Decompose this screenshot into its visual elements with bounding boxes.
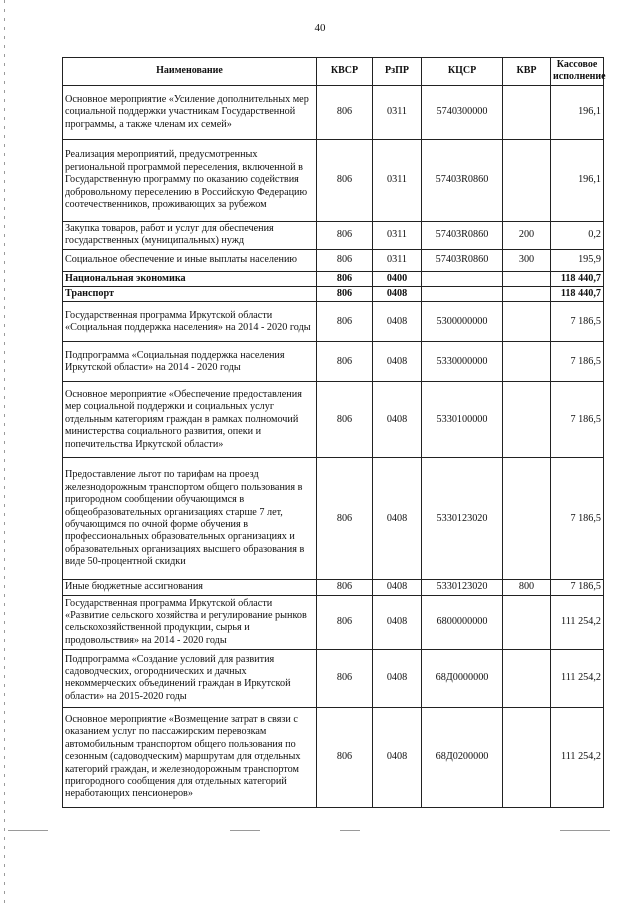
cell-rzpr: 0311 xyxy=(373,85,422,139)
cell-rzpr: 0408 xyxy=(373,458,422,580)
cell-kvsr: 806 xyxy=(317,85,373,139)
table-row xyxy=(63,139,604,221)
cell-name: Основное мероприятие «Усиление дополнительных мер социальной поддержки участникам Государственной программы, а также членам их семей» xyxy=(63,85,317,139)
cell-name: Реализация мероприятий, предусмотренных региональной программой переселения, включенной в Государственную программу по оказанию содействия добровольному переселению в Российскую Федерацию соотечественников, проживающих за рубежом xyxy=(63,139,317,221)
cell-kcsr: 6800000000 xyxy=(422,595,503,649)
cell-amount: 7 186,5 xyxy=(551,382,604,458)
cell-kvr: 300 xyxy=(503,249,551,271)
table-header-row xyxy=(63,58,604,86)
cell-kcsr xyxy=(422,287,503,302)
cell-kvsr: 806 xyxy=(317,302,373,342)
cell-rzpr: 0408 xyxy=(373,342,422,382)
table-row xyxy=(63,85,604,139)
header-kvr: КВР xyxy=(503,58,551,86)
table-row xyxy=(63,382,604,458)
cell-kcsr: 5330000000 xyxy=(422,342,503,382)
cell-rzpr: 0408 xyxy=(373,382,422,458)
table-row xyxy=(63,249,604,271)
cell-amount: 111 254,2 xyxy=(551,649,604,707)
cell-kvr xyxy=(503,382,551,458)
cell-name: Иные бюджетные ассигнования xyxy=(63,580,317,595)
table-row xyxy=(63,580,604,595)
cell-rzpr: 0311 xyxy=(373,249,422,271)
cell-rzpr: 0400 xyxy=(373,271,422,286)
cell-amount: 111 254,2 xyxy=(551,595,604,649)
cell-name: Закупка товаров, работ и услуг для обеспечения государственных (муниципальных) нужд xyxy=(63,221,317,249)
cell-kvr xyxy=(503,595,551,649)
cell-amount: 0,2 xyxy=(551,221,604,249)
cell-kvr xyxy=(503,139,551,221)
cell-kcsr: 57403R0860 xyxy=(422,139,503,221)
cell-kvsr: 806 xyxy=(317,287,373,302)
cell-kvr xyxy=(503,302,551,342)
table-row xyxy=(63,707,604,807)
cell-kcsr: 5330100000 xyxy=(422,382,503,458)
cell-rzpr: 0408 xyxy=(373,707,422,807)
cell-amount: 195,9 xyxy=(551,249,604,271)
table-row xyxy=(63,271,604,286)
header-amount: Кассовое исполнение xyxy=(551,58,604,86)
cell-rzpr: 0311 xyxy=(373,139,422,221)
cell-kvr: 800 xyxy=(503,580,551,595)
cell-name: Основное мероприятие «Обеспечение предоставления мер социальной поддержки и социальных услуг отдельным категориям граждан в рамках полномочий министерства социального развития, опеки и попечительства Иркутской области» xyxy=(63,382,317,458)
cell-rzpr: 0408 xyxy=(373,595,422,649)
cell-kcsr xyxy=(422,271,503,286)
cell-kcsr: 57403R0860 xyxy=(422,249,503,271)
cell-amount: 7 186,5 xyxy=(551,342,604,382)
cell-rzpr: 0408 xyxy=(373,287,422,302)
cell-amount: 118 440,7 xyxy=(551,271,604,286)
table-row xyxy=(63,287,604,302)
cell-amount: 118 440,7 xyxy=(551,287,604,302)
header-kcsr: КЦСР xyxy=(422,58,503,86)
cell-name: Подпрограмма «Социальная поддержка населения Иркутской области» на 2014 - 2020 годы xyxy=(63,342,317,382)
cell-kvsr: 806 xyxy=(317,139,373,221)
cell-kcsr: 5330123020 xyxy=(422,458,503,580)
cell-name: Подпрограмма «Создание условий для развития садоводческих, огороднических и дачных некоммерческих объединений граждан в Иркутской области» на 2015-2020 годы xyxy=(63,649,317,707)
table-row xyxy=(63,595,604,649)
cell-amount: 111 254,2 xyxy=(551,707,604,807)
header-kvsr: КВСР xyxy=(317,58,373,86)
cell-name: Предоставление льгот по тарифам на проезд железнодорожным транспортом общего пользования в пригородном сообщении обучающимся в общеобразовательных организациях старше 7 лет, обучающимся по очной форме обучения в профессиональных образовательных организациях и образовательных организациях высшего образования в виде 50-процентной скидки xyxy=(63,458,317,580)
cell-amount: 7 186,5 xyxy=(551,580,604,595)
cell-name: Государственная программа Иркутской области «Развитие сельского хозяйства и регулирование рынков сельскохозяйственной продукции, сырья и продовольствия» на 2014 - 2020 годы xyxy=(63,595,317,649)
cell-name: Национальная экономика xyxy=(63,271,317,286)
cell-kvr xyxy=(503,85,551,139)
cell-kvr xyxy=(503,707,551,807)
cell-kcsr: 5740300000 xyxy=(422,85,503,139)
table-row xyxy=(63,458,604,580)
cell-kvr xyxy=(503,649,551,707)
cell-kcsr: 5300000000 xyxy=(422,302,503,342)
cell-kvr xyxy=(503,287,551,302)
cell-kvsr: 806 xyxy=(317,342,373,382)
cell-kvr xyxy=(503,458,551,580)
page-number: 40 xyxy=(314,22,326,34)
cell-kvsr: 806 xyxy=(317,649,373,707)
cell-amount: 196,1 xyxy=(551,139,604,221)
cell-name: Транспорт xyxy=(63,287,317,302)
cell-kvsr: 806 xyxy=(317,221,373,249)
table-row xyxy=(63,342,604,382)
cell-kcsr: 68Д0000000 xyxy=(422,649,503,707)
header-name: Наименование xyxy=(63,58,317,86)
cell-name: Основное мероприятие «Возмещение затрат в связи с оказанием услуг по пассажирским перевозкам автомобильным транспортом общего пользования по сезонным (садоводческим) маршрутам для отдельных категорий граждан, и железнодорожным транспортом пригородного сообщения для отдельных категорий неработающих пенсионеров» xyxy=(63,707,317,807)
cell-kvsr: 806 xyxy=(317,580,373,595)
table-row xyxy=(63,302,604,342)
cell-kvsr: 806 xyxy=(317,458,373,580)
cell-kvsr: 806 xyxy=(317,595,373,649)
cell-name: Социальное обеспечение и иные выплаты населению xyxy=(63,249,317,271)
table-row xyxy=(63,649,604,707)
cell-kvr: 200 xyxy=(503,221,551,249)
table-row xyxy=(63,221,604,249)
cell-rzpr: 0408 xyxy=(373,580,422,595)
cell-kcsr: 68Д0200000 xyxy=(422,707,503,807)
cell-rzpr: 0408 xyxy=(373,302,422,342)
header-rzpr: РзПР xyxy=(373,58,422,86)
cell-kvr xyxy=(503,342,551,382)
scan-edge-line xyxy=(4,0,5,905)
cell-amount: 196,1 xyxy=(551,85,604,139)
cell-kvr xyxy=(503,271,551,286)
cell-amount: 7 186,5 xyxy=(551,458,604,580)
cell-name: Государственная программа Иркутской области «Социальная поддержка населения» на 2014 - 2020 годы xyxy=(63,302,317,342)
cell-kvsr: 806 xyxy=(317,249,373,271)
cell-kcsr: 57403R0860 xyxy=(422,221,503,249)
cell-rzpr: 0408 xyxy=(373,649,422,707)
cell-kvsr: 806 xyxy=(317,382,373,458)
cell-amount: 7 186,5 xyxy=(551,302,604,342)
scan-bottom-marks xyxy=(0,830,640,836)
cell-kcsr: 5330123020 xyxy=(422,580,503,595)
cell-kvsr: 806 xyxy=(317,271,373,286)
budget-table xyxy=(62,57,604,808)
cell-kvsr: 806 xyxy=(317,707,373,807)
cell-rzpr: 0311 xyxy=(373,221,422,249)
